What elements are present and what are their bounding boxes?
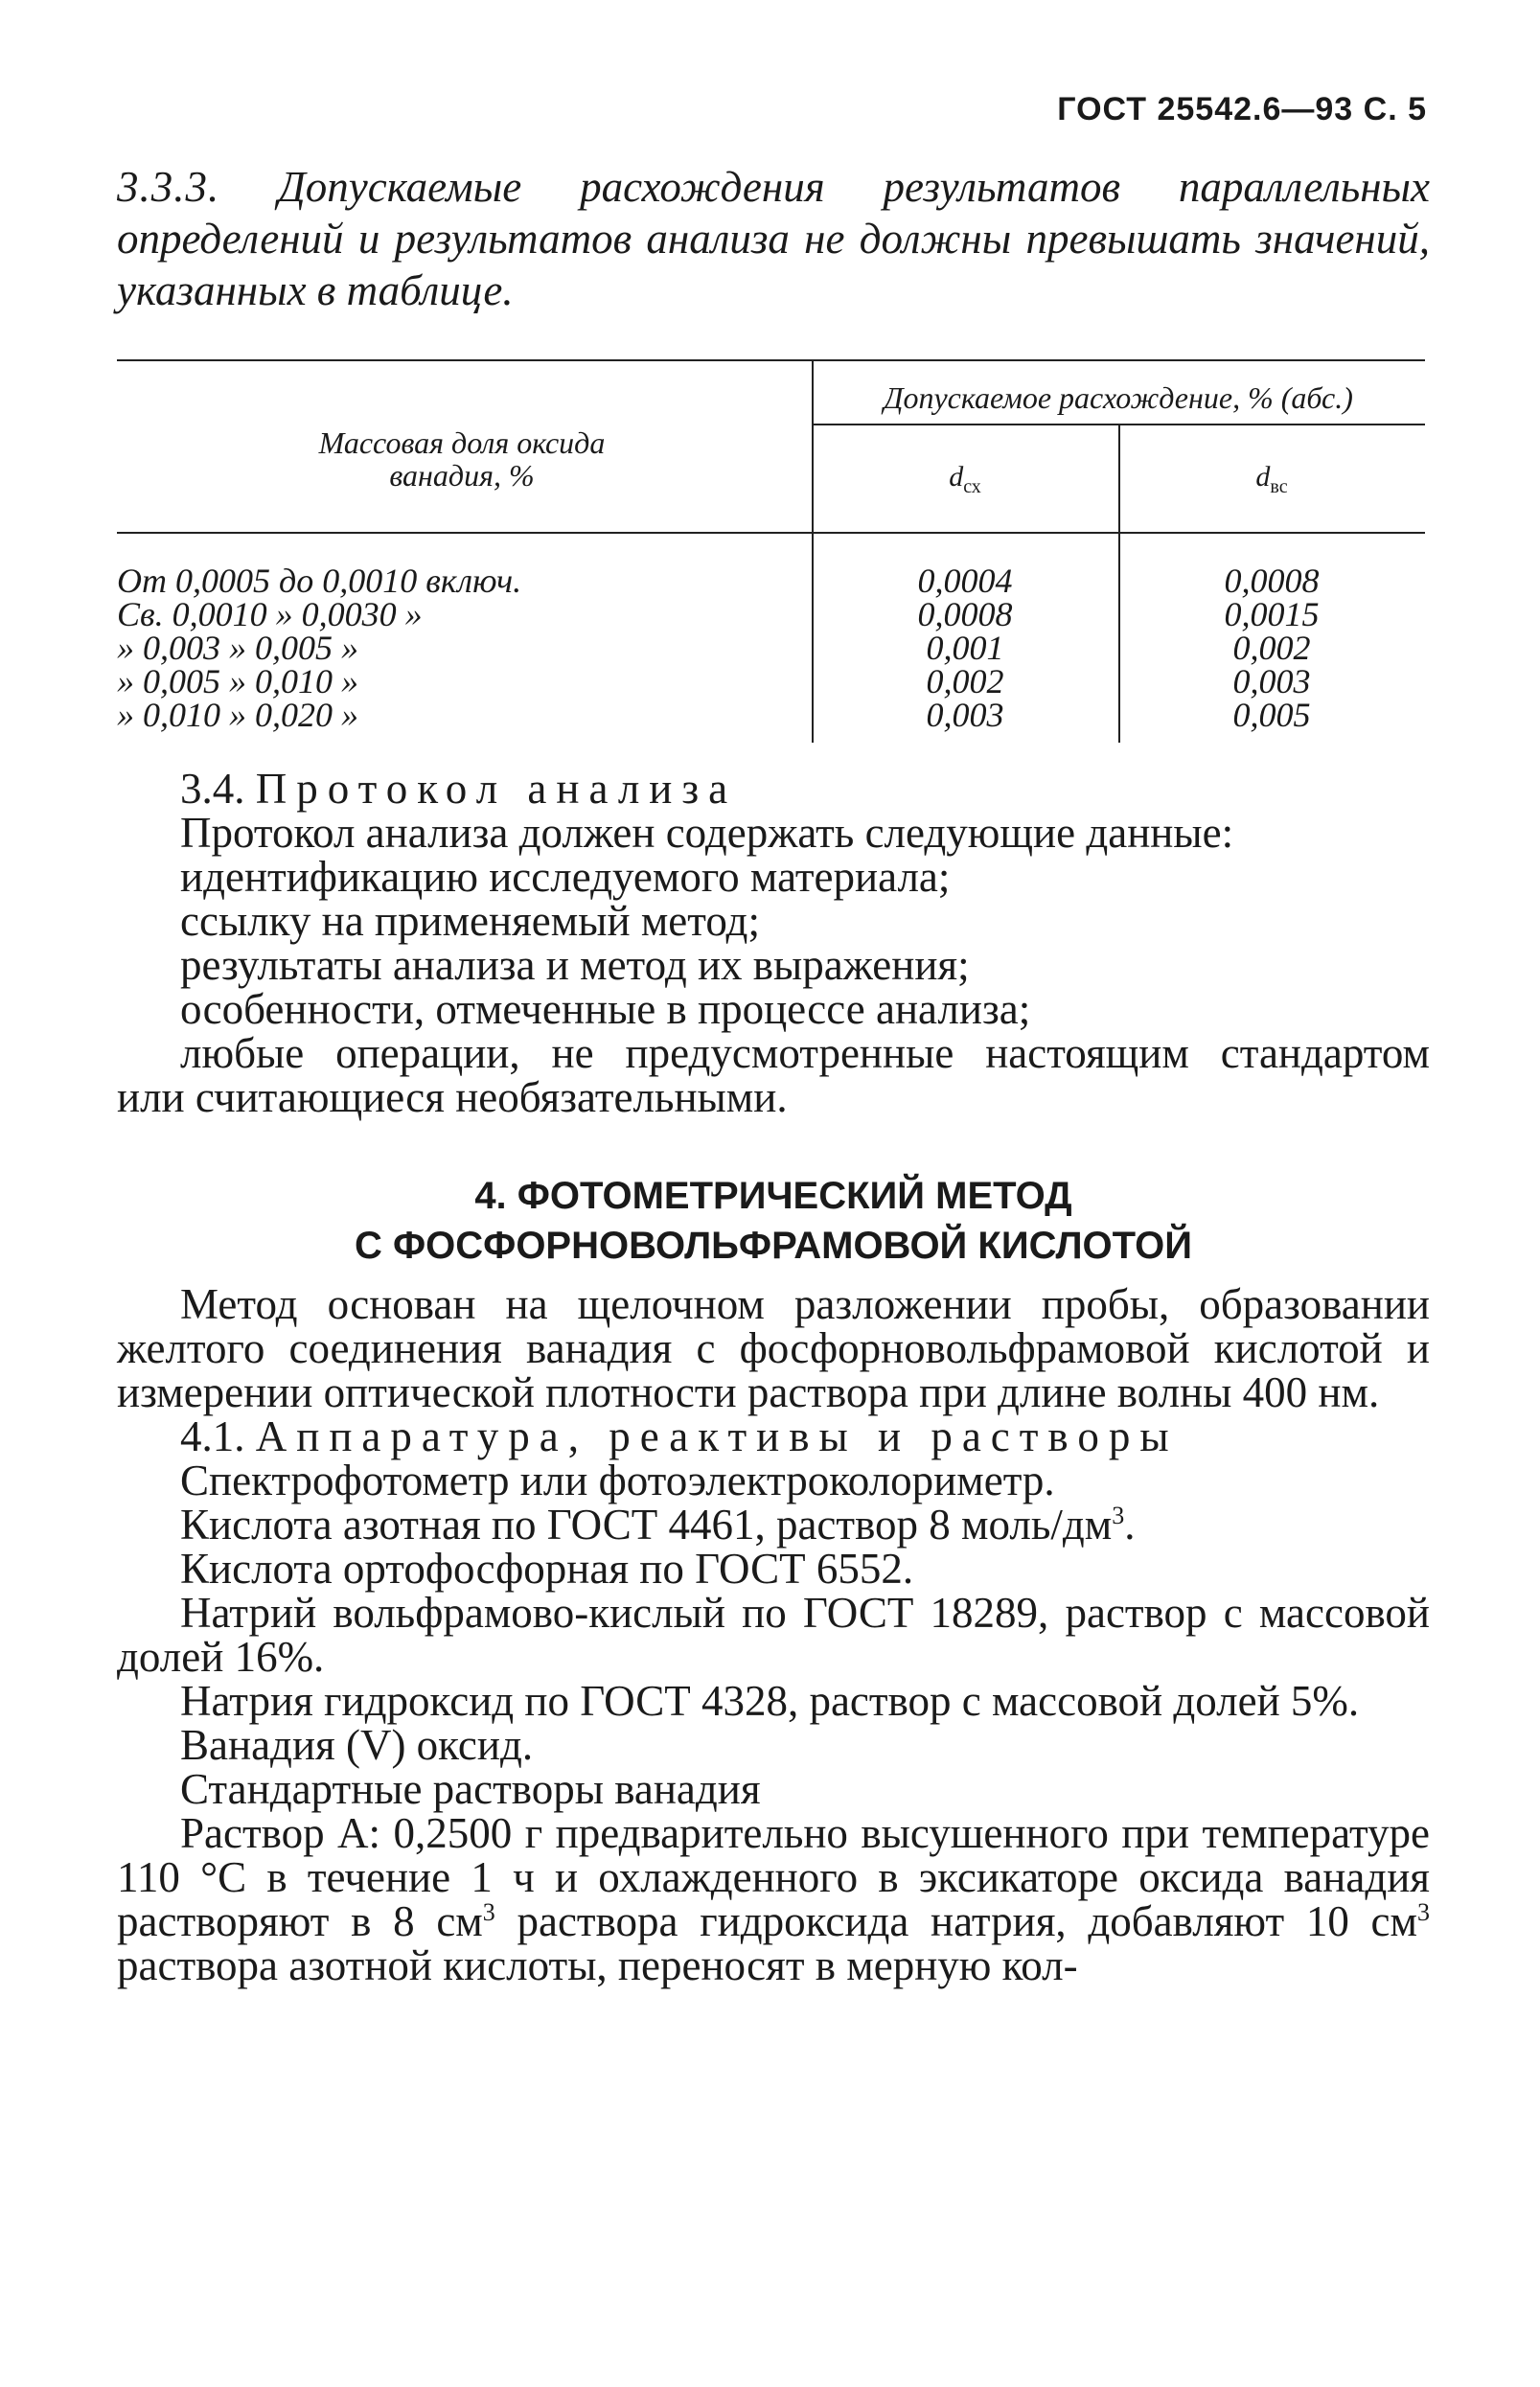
row-dvc: 0,0015 [1224, 595, 1320, 633]
table-row [117, 695, 1425, 734]
table-body [117, 561, 1425, 734]
row-range: Св. 0,0010 » 0,0030 » [117, 595, 423, 633]
reagent-item [117, 1503, 1430, 1547]
clause-text: Допускаемые расхождения результатов параллельных определений и результатов анализа не должны превышать значений, указанных в таблице. [117, 163, 1431, 314]
row-range: » 0,010 » 0,020 » [117, 696, 358, 734]
solution-a [117, 1811, 1430, 1987]
reagent-item: Спектрофотометр или фотоэлектроколориметр. [180, 1457, 1055, 1504]
page-header: ГОСТ 25542.6—93 С. 5 [1057, 91, 1427, 127]
subsection-heading-text: Аппаратура, реактивы и растворы [255, 1412, 1179, 1460]
solution-a-part3: раствора азотной кислоты, переносят в мерную кол- [117, 1941, 1078, 1989]
reagent-oxide: Ванадия (V) оксид. [180, 1721, 534, 1769]
table-row [117, 661, 1425, 700]
protocol-line: любые операции, не предусмотренные настоящим стандартом [180, 1029, 1430, 1077]
solution-a-part2: раствора гидроксида натрия, добавляют 10 см [494, 1897, 1417, 1945]
subsection-number: 4.1. [180, 1412, 245, 1460]
method-description: Метод основан на щелочном разложении пробы, образовании желтого соединения ванадия с фосфорновольфрамовой кислотой и измерении оптической плотности раствора при длине волны 400 нм. [117, 1280, 1430, 1416]
header-dcx [812, 461, 1118, 498]
protocol-heading-text: Протокол анализа [255, 765, 738, 813]
row-dcx: 0,0008 [917, 595, 1013, 633]
table-row [117, 561, 1425, 600]
section-title-line2: С ФОСФОРНОВОЛЬФРАМОВОЙ КИСЛОТОЙ [355, 1225, 1192, 1267]
header-dcx-symbol: d [949, 461, 964, 493]
solution-a-sup1: 3 [482, 1898, 495, 1926]
protocol-line: или считающиеся необязательными. [117, 1073, 788, 1121]
reagent-item: Кислота ортофосфорная по ГОСТ 6552. [180, 1545, 914, 1593]
header-allowed-deviation: Допускаемое расхождение, % (абс.) [884, 380, 1353, 415]
section-4-body [117, 1282, 1430, 1987]
header-dvc [1118, 461, 1425, 498]
protocol-line: результаты анализа и метод их выражения; [180, 941, 970, 989]
reagent-item-tail: . [1124, 1501, 1136, 1549]
header-dvc-symbol: d [1255, 461, 1271, 493]
header-mass-line2: ванадия, % [389, 458, 535, 493]
solution-a-sup2: 3 [1417, 1898, 1430, 1926]
reagent-item-text: Кислота азотная по ГОСТ 4461, раствор 8 моль/дм [180, 1501, 1113, 1549]
table-top-rule [117, 359, 1425, 361]
standard-solutions-heading: Стандартные растворы ванадия [180, 1765, 761, 1813]
protocol-heading [117, 767, 1430, 811]
row-range: » 0,003 » 0,005 » [117, 629, 358, 667]
row-dcx: 0,002 [926, 662, 1004, 700]
reagent-hydroxide: Натрия гидроксид по ГОСТ 4328, раствор с массовой долей 5%. [180, 1677, 1360, 1725]
reagent-tungstate: Натрий вольфрамово-кислый по ГОСТ 18289, раствор с массовой долей 16%. [117, 1589, 1430, 1681]
protocol-line: идентификацию исследуемого материала; [180, 853, 951, 901]
protocol-heading-number: 3.4. [180, 765, 245, 813]
header-dvc-sub: вс [1270, 476, 1288, 497]
clause-3-3-3 [117, 161, 1430, 316]
header-dcx-sub: сх [963, 476, 981, 497]
clause-number: 3.3.3. [117, 163, 220, 211]
table-row [117, 594, 1425, 633]
section-4-title [117, 1171, 1430, 1271]
solution-a-part1: Раствор А: 0,2500 г предварительно высушенного при температуре 110 °С в течение 1 ч и охлажденного в эксикаторе оксида ванадия растворяют в 8 см [117, 1809, 1430, 1945]
protocol-line: особенности, отмеченные в процессе анализа; [180, 985, 1031, 1033]
section-title-line1: 4. ФОТОМЕТРИЧЕСКИЙ МЕТОД [474, 1175, 1072, 1217]
row-dcx: 0,0004 [917, 562, 1013, 600]
header-mass-fraction [117, 426, 807, 492]
protocol-line: Протокол анализа должен содержать следующие данные: [180, 809, 1234, 857]
tolerance-table [117, 359, 1425, 743]
row-dvc: 0,002 [1232, 629, 1311, 667]
row-dvc: 0,003 [1232, 662, 1311, 700]
subsection-4-1-heading [117, 1414, 1430, 1458]
protocol-line: ссылку на применяемый метод; [180, 897, 760, 945]
row-dcx: 0,003 [926, 696, 1004, 734]
table-header-rule [117, 532, 1425, 534]
header-mass-line1: Массовая доля оксида [318, 425, 606, 460]
row-range: От 0,0005 до 0,0010 включ. [117, 562, 522, 600]
row-dvc: 0,0008 [1224, 562, 1320, 600]
protocol-section [117, 767, 1430, 1119]
row-dvc: 0,005 [1232, 696, 1311, 734]
reagent-item-sup: 3 [1112, 1502, 1125, 1529]
table-row [117, 628, 1425, 667]
row-dcx: 0,001 [926, 629, 1004, 667]
row-range: » 0,005 » 0,010 » [117, 662, 358, 700]
